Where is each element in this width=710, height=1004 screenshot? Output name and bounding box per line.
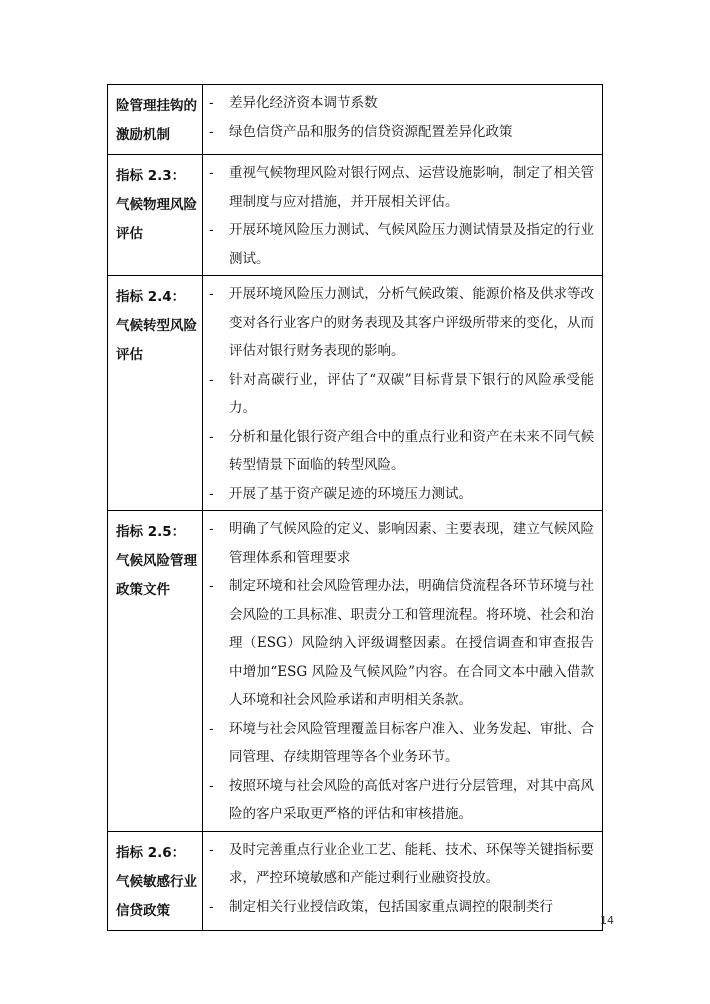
list-item <box>209 572 594 715</box>
item-text: 制定环境和社会风险管理办法，明确信贷流程各环节环境与社会风险的工具标准、职责分工和管理流程。将环境、社会和治理（ESG）风险纳入评级调整因素。在授信调查和审查报告中增加“ESG 风险及气候风险”内容。在合同文本中融入借款人环境和社会风险承诺和声明相关条款。 <box>229 578 594 708</box>
item-text: 分析和量化银行资产组合中的重点行业和资产在未来不同气候转型情景下面临的转型风险。 <box>229 428 594 473</box>
dash-bullet: - <box>209 720 214 737</box>
dash-bullet: - <box>209 578 214 594</box>
dash-bullet: - <box>209 521 214 537</box>
row-label: 指标 2.3：气候物理风险评估 <box>108 155 203 275</box>
row-items <box>203 276 602 510</box>
list-item <box>209 159 594 216</box>
table-row <box>107 511 603 832</box>
row-label: 指标 2.4：气候转型风险评估 <box>108 276 203 510</box>
item-text: 差异化经济资本调节系数 <box>229 95 378 111</box>
list-item <box>209 216 594 273</box>
list-item <box>209 893 594 922</box>
dash-bullet: - <box>209 123 214 140</box>
dash-bullet: - <box>209 898 214 915</box>
list-item <box>209 423 594 480</box>
row-label: 险管理挂钩的激励机制 <box>108 85 203 154</box>
list-item <box>209 366 594 423</box>
page-number: 14 <box>600 914 614 927</box>
row-items <box>203 85 602 154</box>
table-row <box>107 276 603 511</box>
list-item <box>209 515 594 572</box>
item-text: 重视气候物理风险对银行网点、运营设施影响，制定了相关管理制度与应对措施，并开展相关评估。 <box>229 165 594 210</box>
item-text: 制定相关行业授信政策，包括国家重点调控的限制类行 <box>229 898 553 915</box>
dash-bullet: - <box>209 95 214 111</box>
table-row <box>107 85 603 155</box>
list-item <box>209 89 594 118</box>
item-text: 及时完善重点行业企业工艺、能耗、技术、环保等关键指标要求，严控环境敏感和产能过剩行业融资投放。 <box>229 841 594 886</box>
list-item <box>209 772 594 829</box>
row-label: 指标 2.6：气候敏感行业信贷政策 <box>108 832 203 930</box>
dash-bullet: - <box>209 286 214 302</box>
dash-bullet: - <box>209 371 214 388</box>
dash-bullet: - <box>209 428 214 445</box>
list-item <box>209 480 594 509</box>
row-items <box>203 155 602 275</box>
item-text: 针对高碳行业，评估了“双碳”目标背景下银行的风险承受能力。 <box>229 371 594 416</box>
dash-bullet: - <box>209 222 214 238</box>
item-text: 环境与社会风险管理覆盖目标客户准入、业务发起、审批、合同管理、存续期管理等各个业务环节。 <box>229 720 594 765</box>
list-item <box>209 118 594 147</box>
table-row <box>107 155 603 276</box>
row-items <box>203 511 602 831</box>
item-text: 开展了基于资产碳足迹的环境压力测试。 <box>229 485 472 502</box>
row-items <box>203 832 602 930</box>
dash-bullet: - <box>209 165 214 181</box>
item-text: 明确了气候风险的定义、影响因素、主要表现，建立气候风险管理体系和管理要求 <box>229 521 594 566</box>
item-text: 按照环境与社会风险的高低对客户进行分层管理，对其中高风险的客户采取更严格的评估和审核措施。 <box>229 777 594 822</box>
list-item <box>209 836 594 893</box>
dash-bullet: - <box>209 777 214 794</box>
list-item <box>209 280 594 366</box>
item-text: 绿色信贷产品和服务的信贷资源配置差异化政策 <box>229 123 513 140</box>
indicator-table <box>107 84 603 931</box>
dash-bullet: - <box>209 485 214 502</box>
list-item <box>209 715 594 772</box>
dash-bullet: - <box>209 841 214 858</box>
row-label: 指标 2.5：气候风险管理政策文件 <box>108 511 203 831</box>
item-text: 开展环境风险压力测试，分析气候政策、能源价格及供求等改变对各行业客户的财务表现及其客户评级所带来的变化，从而评估对银行财务表现的影响。 <box>229 286 594 359</box>
item-text: 开展环境风险压力测试、气候风险压力测试情景及指定的行业测试。 <box>229 222 594 267</box>
table-row <box>107 832 603 931</box>
